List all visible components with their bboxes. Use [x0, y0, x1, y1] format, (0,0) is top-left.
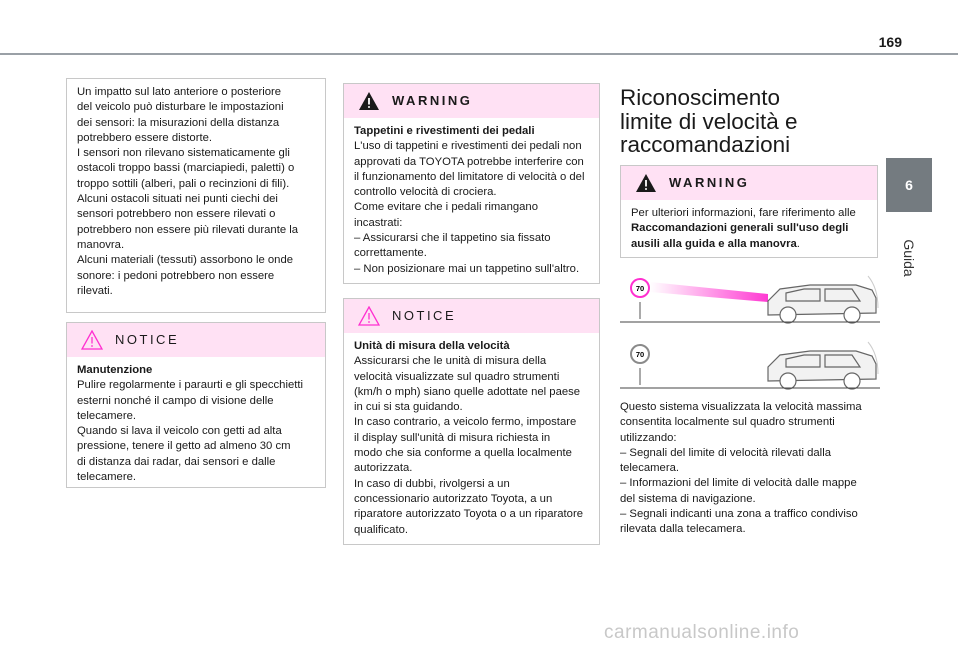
chapter-label: Guida [901, 239, 917, 277]
watermark: carmanualsonline.info [604, 622, 800, 643]
warning-reference: Raccomandazioni generali sull'uso degli ausili alla guida e alla manovra [631, 222, 849, 250]
warning-subheading: Tappetini e rivestimenti dei pedali [354, 125, 535, 137]
warning-icon [358, 91, 380, 111]
chapter-tab[interactable]: 6 [886, 158, 932, 212]
speed-sign-value: 70 [635, 349, 645, 359]
intro-box [66, 78, 326, 313]
intro-text: Un impatto sul lato anteriore o posteriore del veicolo può disturbare le impostazioni dei sensori: la misurazioni della distanza potrebbero essere distorte. I sensori non rilevano sistematicamente gli ostacoli troppo bassi (marciapiedi, paletti) o troppo sottili (alberi, pali o recinzioni di fili). Alcuni ostacoli situati nei punti ciechi dei sensori potrebbero non essere rilevati o potrebbero non essere più rilevati durante la manovra. Alcuni materiali (tessuti) assorbono le onde sonore: i pedoni potrebbero non essere rilevati. [77, 86, 299, 297]
system-description: Questo sistema visualizzata la velocità massima consentita localmente sul quadro strumenti utilizzando: – Segnali del limite di velocità rilevati dalla telecamera. – Informazioni del limite di velocità dalle mappe del sistema di navigazione. – Segnali indicanti una zona a traffico condiviso rilevata dalla telecamera. [620, 401, 862, 536]
notice-icon [81, 330, 103, 350]
warning-text: Per ulteriori informazioni, fare riferimento alle Raccomandazioni generali sull'uso degli ausili alla guida e alla manovra. [631, 207, 856, 250]
notice-subheading: Manutenzione [77, 364, 153, 376]
notice-icon [358, 306, 380, 326]
warning-box-recommendations [620, 165, 878, 258]
header-rule [0, 53, 958, 55]
speed-sign-navigation-illustration [620, 334, 880, 394]
section-title: Riconoscimento limite di velocità e raccomandazioni [620, 85, 798, 157]
warning-heading: WARNING [392, 93, 473, 109]
notice-box-maintenance [66, 322, 326, 488]
camera-beam [650, 282, 768, 302]
speed-sign-camera-illustration [620, 268, 880, 328]
notice-box-speed-units [343, 298, 600, 545]
warning-heading: WARNING [669, 175, 750, 191]
notice-header [344, 299, 599, 333]
notice-subheading: Unità di misura della velocità [354, 340, 510, 352]
notice-header [67, 323, 325, 357]
notice-heading: NOTICE [392, 308, 457, 324]
warning-header [344, 84, 599, 118]
notice-heading: NOTICE [115, 332, 180, 348]
warning-box-pedals [343, 83, 600, 284]
page-number: 169 [878, 34, 902, 50]
warning-icon [635, 173, 657, 193]
notice-text: Pulire regolarmente i paraurti e gli specchietti esterni nonché il campo di visione delle telecamere. Quando si lava il veicolo con getti ad alta pressione, tenere il getto ad almeno 30 cm di distanza dai radar, dai sensori e dalle telecamere. [77, 379, 304, 484]
car-icon [768, 285, 876, 323]
warning-text: L'uso di tappetini e rivestimenti dei pedali non approvati da TOYOTA potrebbe interferire con il funzionamento del limitatore di velocità o del controllo velocità di crociera. Come evitare che i pedali rimangano incastrati: – Assicurarsi che il tappetino sia fissato correttamente. – Non posizionare mai un tappetino sull'altro. [354, 140, 585, 275]
car-icon [768, 351, 876, 389]
speed-sign-value: 70 [635, 283, 645, 293]
notice-text: Assicurarsi che le unità di misura della velocità visualizzate sul quadro strumenti (km/h o mph) siano quelle adottate nel paese in cui si sta guidando. In caso contrario, a veicolo fermo, impostare il display sull'unità di misura richiesta in modo che sia conforme a quella localmente autorizzata. In caso di dubbi, rivolgersi a un concessionario autorizzato Toyota, a un riparatore autorizzato Toyota o a un riparatore qualificato. [354, 355, 583, 536]
warning-header [621, 166, 877, 200]
